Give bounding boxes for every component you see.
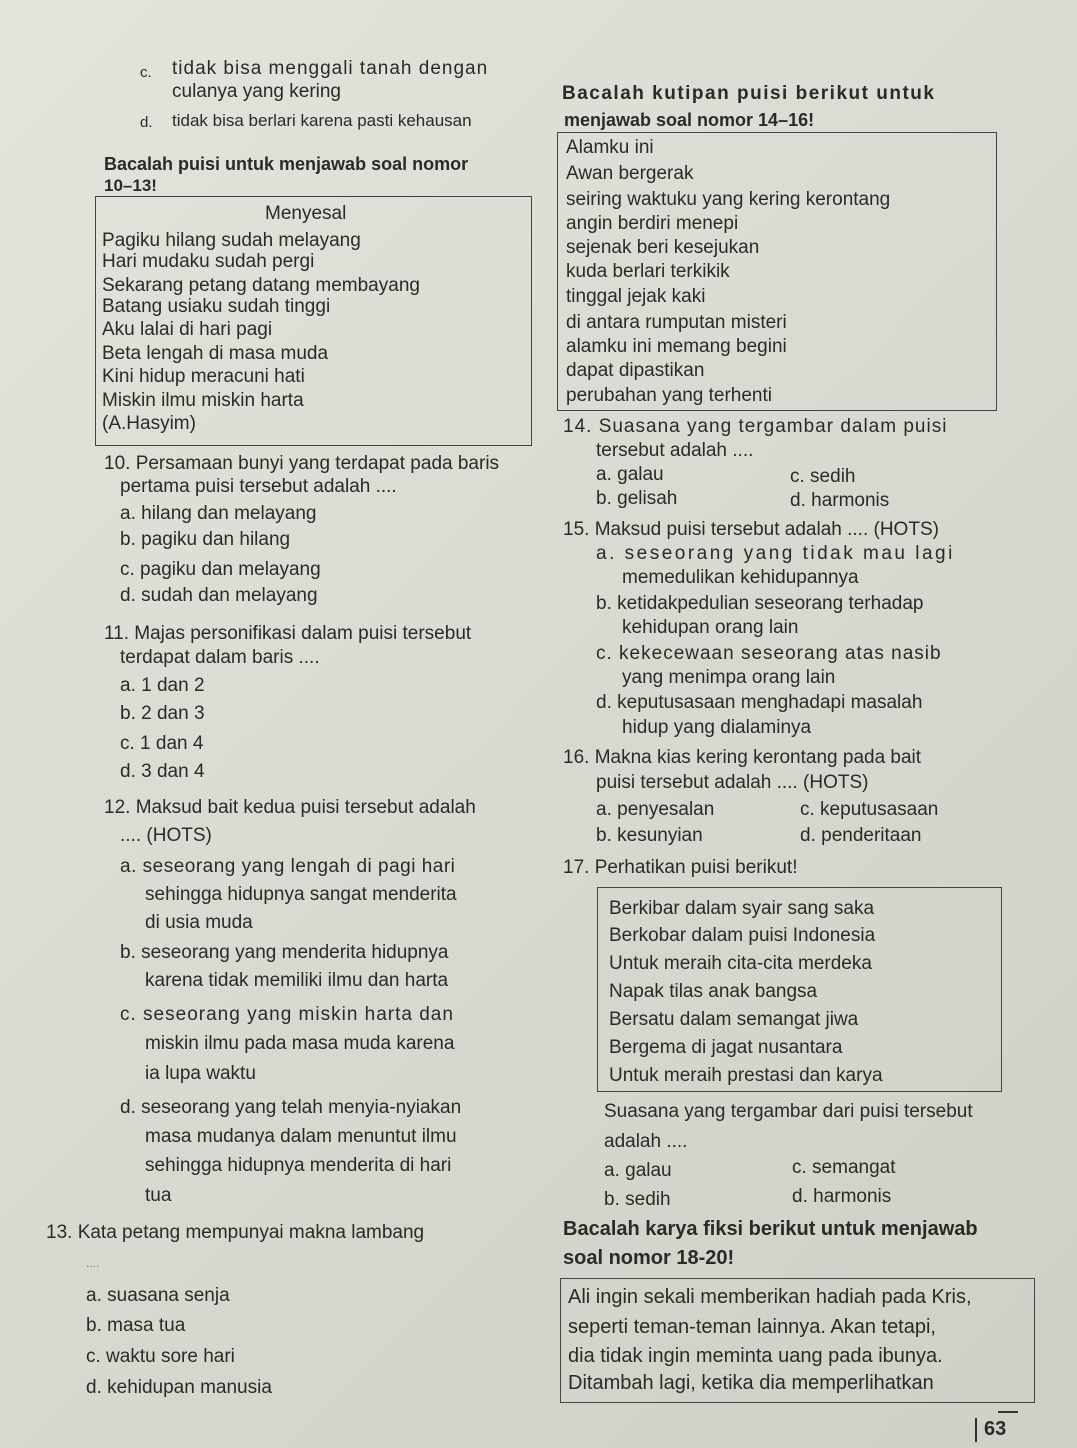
q15-option: c. kekecewaan seseorang atas nasib [596, 643, 942, 664]
q17-option: c. semangat [792, 1157, 896, 1178]
poem-line: angin berdiri menepi [566, 213, 739, 234]
poem-line: Alamku ini [566, 137, 654, 158]
q17-option: b. sedih [604, 1189, 671, 1210]
poem-line: Untuk meraih cita-cita merdeka [609, 953, 872, 974]
q11-stem: 11. Majas personifikasi dalam puisi tersebut [104, 623, 472, 644]
poem-line: Untuk meraih prestasi dan karya [609, 1065, 883, 1086]
poem-line: kuda berlari terkikik [566, 261, 730, 282]
intro-10-13-line1: Bacalah puisi untuk menjawab soal nomor [104, 154, 469, 174]
intro-14-16-line2: menjawab soal nomor 14–16! [564, 110, 815, 130]
q11-stem: terdapat dalam baris .... [120, 647, 320, 668]
q10-option: c. pagiku dan melayang [120, 559, 321, 580]
q11-option: a. 1 dan 2 [120, 675, 205, 696]
q16-stem: puisi tersebut adalah .... (HOTS) [596, 772, 869, 793]
q14-stem: tersebut adalah .... [596, 440, 754, 461]
q17-option: a. galau [604, 1160, 672, 1181]
q17-after: Suasana yang tergambar dari puisi tersebut [604, 1101, 973, 1122]
poem-line: Bergema di jagat nusantara [609, 1037, 843, 1058]
q17-option: d. harmonis [792, 1186, 892, 1207]
q14-option: c. sedih [790, 466, 856, 487]
poem-line: Berkibar dalam syair sang saka [609, 898, 875, 919]
q15-option: hidup yang dialaminya [622, 717, 812, 738]
q12-option: karena tidak memiliki ilmu dan harta [145, 970, 449, 991]
poem-line: Berkobar dalam puisi Indonesia [609, 925, 876, 946]
q12-option: b. seseorang yang menderita hidupnya [120, 942, 449, 963]
q14-option: d. harmonis [790, 490, 890, 511]
poem-line: Pagiku hilang sudah melayang [102, 230, 361, 251]
poem-line: alamku ini memang begini [566, 336, 787, 357]
intro-18-20-line1: Bacalah karya fiksi berikut untuk menjawab [563, 1218, 978, 1240]
q12-option: ia lupa waktu [145, 1063, 256, 1084]
q12-option: sehingga hidupnya menderita di hari [145, 1155, 452, 1176]
poem-line: Aku lalai di hari pagi [102, 319, 273, 340]
fiction-line: Ditambah lagi, ketika dia memperlihatkan [568, 1372, 934, 1394]
q13-option: b. masa tua [86, 1315, 186, 1336]
page-number: 63 [984, 1418, 1007, 1440]
q10-option: d. sudah dan melayang [120, 585, 318, 606]
poem-line: Hari mudaku sudah pergi [102, 251, 315, 272]
q10-option: b. pagiku dan hilang [120, 529, 291, 550]
page-number-overline [998, 1411, 1018, 1413]
intro-14-16-line1: Bacalah kutipan puisi berikut untuk [562, 83, 936, 104]
q14-option: b. gelisah [596, 488, 678, 509]
q16-option: d. penderitaan [800, 825, 922, 846]
poem-line: tinggal jejak kaki [566, 286, 706, 307]
intro-18-20-line2: soal nomor 18-20! [563, 1247, 735, 1269]
q17-stem: 17. Perhatikan puisi berikut! [563, 857, 798, 878]
q16-option: c. keputusasaan [800, 799, 939, 820]
poem-author: (A.Hasyim) [102, 413, 196, 434]
q9c-letter: c. [140, 64, 152, 81]
q12-stem: 12. Maksud bait kedua puisi tersebut adalah [104, 797, 476, 818]
q15-option: kehidupan orang lain [622, 617, 799, 638]
poem-line: di antara rumputan misteri [566, 312, 787, 333]
poem-line: Sekarang petang datang membayang [102, 275, 420, 296]
fiction-line: seperti teman-teman lainnya. Akan tetapi, [568, 1316, 936, 1338]
q12-option: di usia muda [145, 912, 253, 933]
page-number-bracket [975, 1418, 977, 1442]
q9d-line: tidak bisa berlari karena pasti kehausan [172, 111, 472, 130]
q12-option: miskin ilmu pada masa muda karena [145, 1033, 455, 1054]
q12-option: a. seseorang yang lengah di pagi hari [120, 856, 456, 877]
q12-option: c. seseorang yang miskin harta dan [120, 1004, 454, 1025]
q14-stem: 14. Suasana yang tergambar dalam puisi [563, 416, 948, 437]
poem-line: Kini hidup meracuni hati [102, 366, 305, 387]
q12-option: masa mudanya dalam menuntut ilmu [145, 1126, 457, 1147]
q16-option: b. kesunyian [596, 825, 703, 846]
q15-option: yang menimpa orang lain [622, 667, 836, 688]
q11-option: d. 3 dan 4 [120, 761, 205, 782]
q12-option: tua [145, 1185, 172, 1206]
q10-stem: pertama puisi tersebut adalah .... [120, 476, 397, 497]
q10-stem: 10. Persamaan bunyi yang terdapat pada baris [104, 453, 500, 474]
poem-line: Batang usiaku sudah tinggi [102, 296, 331, 317]
q15-stem: 15. Maksud puisi tersebut adalah .... (HOTS) [563, 519, 939, 540]
poem-line: Beta lengah di masa muda [102, 343, 329, 364]
poem-line: sejenak beri kesejukan [566, 237, 760, 258]
q11-option: b. 2 dan 3 [120, 703, 205, 724]
q13-stem: .... [86, 1256, 100, 1270]
q17-after: adalah .... [604, 1131, 688, 1152]
q15-option: memedulikan kehidupannya [622, 567, 859, 588]
q16-option: a. penyesalan [596, 799, 715, 820]
q14-option: a. galau [596, 464, 664, 485]
poem-line: Napak tilas anak bangsa [609, 981, 818, 1002]
q15-option: b. ketidakpedulian seseorang terhadap [596, 593, 924, 614]
q12-option: sehingga hidupnya sangat menderita [145, 884, 457, 905]
poem-line: dapat dipastikan [566, 360, 705, 381]
q12-option: d. seseorang yang telah menyia-nyiakan [120, 1097, 462, 1118]
q13-option: d. kehidupan manusia [86, 1377, 272, 1398]
poem-line: seiring waktuku yang kering kerontang [566, 189, 891, 210]
poem-title: Menyesal [265, 203, 347, 224]
poem-line: Awan bergerak [566, 163, 694, 184]
fiction-line: dia tidak ingin meminta uang pada ibunya. [568, 1345, 943, 1367]
intro-10-13-line2: 10–13! [104, 176, 157, 195]
q10-option: a. hilang dan melayang [120, 503, 317, 524]
poem-line: perubahan yang terhenti [566, 385, 772, 406]
q15-option: a. seseorang yang tidak mau lagi [596, 543, 955, 564]
poem-line: Bersatu dalam semangat jiwa [609, 1009, 859, 1030]
q13-option: c. waktu sore hari [86, 1346, 235, 1367]
q12-stem: .... (HOTS) [120, 825, 212, 846]
q15-option: d. keputusasaan menghadapi masalah [596, 692, 923, 713]
q9c-line2: culanya yang kering [172, 81, 341, 102]
q13-stem: 13. Kata petang mempunyai makna lambang [46, 1222, 425, 1243]
fiction-line: Ali ingin sekali memberikan hadiah pada Kris, [568, 1286, 972, 1308]
q9c-line1: tidak bisa menggali tanah dengan [172, 58, 489, 79]
q16-stem: 16. Makna kias kering kerontang pada bait [563, 747, 922, 768]
q13-option: a. suasana senja [86, 1285, 230, 1306]
q11-option: c. 1 dan 4 [120, 733, 204, 754]
poem-line: Miskin ilmu miskin harta [102, 390, 304, 411]
q9d-letter: d. [140, 114, 153, 131]
